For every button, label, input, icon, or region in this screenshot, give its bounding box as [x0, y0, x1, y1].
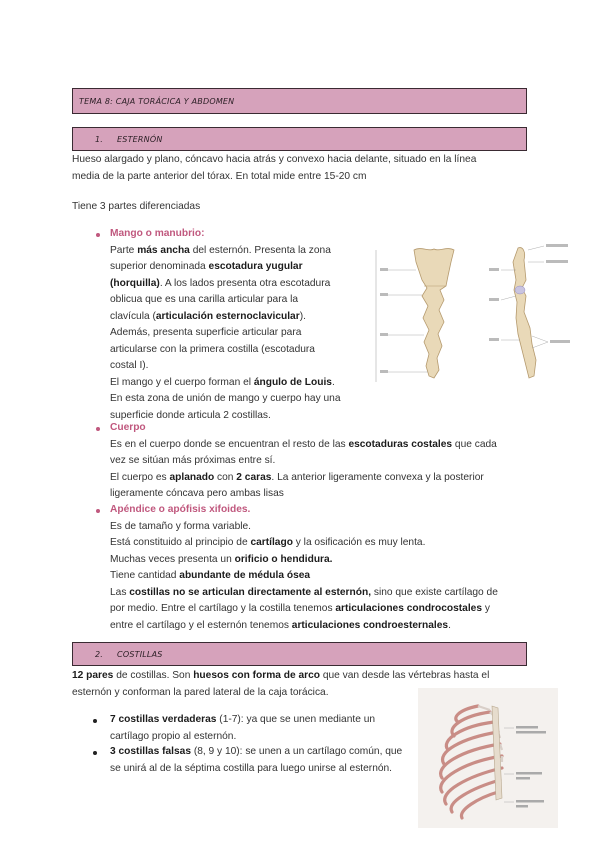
xifoides-title: Apéndice o apófisis xifoides.	[110, 504, 251, 515]
figure-label-mark	[516, 772, 542, 775]
text-line: esternón y conforman la pared lateral de la caja torácica.	[72, 686, 329, 698]
section-header-esternon	[72, 127, 527, 151]
figure-label-mark	[550, 340, 570, 343]
figure-label-mark	[489, 298, 499, 301]
mango-title: Mango o manubrio:	[110, 228, 205, 239]
section-number: 1.	[95, 135, 104, 144]
figure-label-mark	[489, 268, 499, 271]
text-line: cartílago propio al esternón.	[110, 730, 237, 742]
figure-label-mark	[516, 805, 528, 808]
figure-label-mark	[489, 338, 499, 341]
text-line: En esta zona de unión de mango y cuerpo hay una	[110, 393, 341, 404]
sternum-front-bone	[414, 249, 454, 378]
ribcage-figure	[418, 688, 558, 828]
text-line: clavícula (articulación esternoclavicular).	[110, 310, 306, 322]
figure-label-mark	[380, 370, 388, 373]
text-line: superficie donde articula 2 costillas.	[110, 409, 271, 421]
cuerpo-title: Cuerpo	[110, 422, 146, 433]
figure-label-mark	[516, 777, 530, 780]
text-line: oblicua que es una carilla articular para la	[110, 294, 299, 305]
text-line: vez se sitúan más próximas entre sí.	[110, 455, 276, 466]
figure-label-mark	[546, 260, 568, 263]
figure-label-mark	[516, 726, 538, 729]
figure-label-mark	[546, 244, 568, 247]
figure-label-mark	[380, 293, 388, 296]
text-line: Las costillas no se articulan directamente al esternón, sino que existe cartílago de	[110, 586, 498, 598]
text-line: costal I).	[110, 360, 149, 371]
bullet-icon	[96, 233, 100, 237]
bullet-icon	[93, 719, 97, 723]
text-line: Muchas veces presenta un orificio o hendidura.	[110, 553, 333, 565]
chapter-title-banner	[72, 88, 527, 114]
text-line: Es en el cuerpo donde se encuentran el resto de las escotaduras costales que cada	[110, 438, 497, 450]
partes-line: Tiene 3 partes diferenciadas	[72, 201, 201, 212]
label-leader	[532, 336, 548, 342]
bullet-icon	[93, 751, 97, 755]
figure-label-mark	[516, 800, 544, 803]
section-title: ESTERNÓN	[117, 135, 163, 144]
sternum-lateral-bone	[513, 248, 536, 378]
chapter-title: TEMA 8: CAJA TORÁCICA Y ABDOMEN	[79, 97, 235, 106]
section-header-costillas	[72, 642, 527, 666]
xifoides-block	[110, 502, 530, 634]
verdaderas-item	[110, 712, 415, 745]
figure-label-mark	[516, 731, 546, 734]
text-line: Está constituido al principio de cartílago y la osificación es muy lenta.	[110, 537, 426, 548]
text-line: Parte más ancha del esternón. Presenta la zona	[110, 244, 331, 256]
text-line: Es de tamaño y forma variable.	[110, 520, 251, 532]
label-leader	[501, 296, 516, 300]
bullet-icon	[96, 427, 100, 431]
text-line: entre el cartílago y el esternón tenemos articulaciones condroesternales.	[110, 619, 451, 631]
section-number: 2.	[95, 650, 104, 659]
label-leader	[528, 246, 544, 250]
text-line: media de la parte anterior del tórax. En total mide entre 15-20 cm	[72, 170, 367, 182]
falsas-item	[110, 744, 420, 777]
sternum-figure	[366, 240, 576, 388]
text-line: articularse con la primera costilla (escotadura	[110, 343, 315, 355]
text-line: Hueso alargado y plano, cóncavo hacia atrás y convexo hacia delante, situado en la línea	[72, 154, 477, 165]
text-line: superior denominada escotadura yugular	[110, 261, 303, 272]
text-line: 7 costillas verdaderas (1-7): ya que se unen mediante un	[110, 714, 376, 725]
text-line: 3 costillas falsas (8, 9 y 10): se unen a un cartílago común, que	[110, 746, 403, 757]
text-line: El cuerpo es aplanado con 2 caras. La anterior ligeramente convexa y la posterior	[110, 471, 484, 483]
text-line: (horquilla). A los lados presenta otra escotadura	[110, 277, 331, 289]
text-line: Tiene cantidad abundante de médula ósea	[110, 570, 311, 581]
intro-paragraph	[72, 152, 476, 185]
bullet-icon	[96, 509, 100, 513]
text-line: El mango y el cuerpo forman el ángulo de Louis.	[110, 376, 335, 388]
label-leader	[532, 342, 548, 348]
text-line: se unirá al de la séptima costilla para luego unirse al esternón.	[110, 762, 393, 774]
figure-label-mark	[380, 333, 388, 336]
articular-facet	[515, 286, 525, 294]
text-line: ligeramente cóncava pero ambas lisas	[110, 488, 284, 499]
figure-label-mark	[380, 268, 388, 271]
text-line: por medio. Entre el cartílago y la costilla tenemos articulaciones condrocostales y	[110, 603, 490, 614]
section-title: COSTILLAS	[117, 650, 163, 659]
cuerpo-block	[110, 420, 530, 503]
text-line: Además, presenta superficie articular para	[110, 327, 302, 338]
text-line: 12 pares de costillas. Son huesos con forma de arco que van desde las vértebras hasta el	[72, 670, 490, 681]
mango-block	[110, 226, 380, 424]
